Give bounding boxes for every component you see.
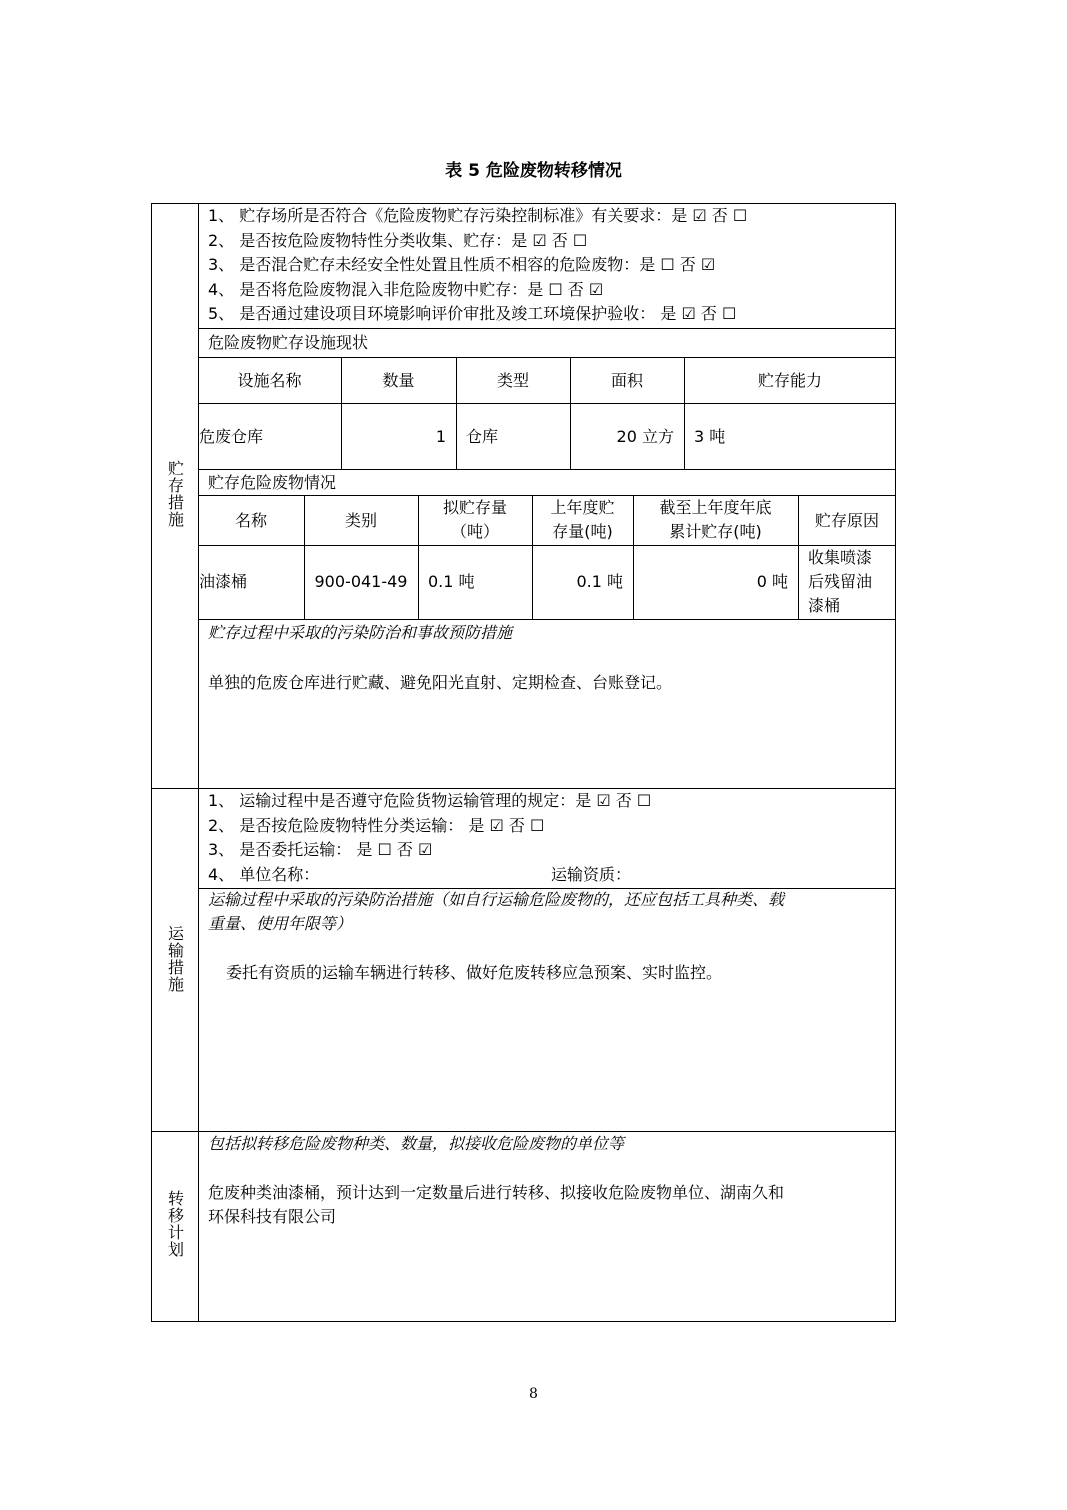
transport-section-label: 运输措施: [167, 924, 184, 994]
storage-check-5: 5、 是否通过建设项目环境影响评价审批及竣工环境保护验收： 是 ☑ 否 ☐: [208, 304, 737, 323]
storage-measures-heading: 贮存过程中采取的污染防治和事故预防措施: [208, 623, 513, 642]
transport-measures-heading-1: 运输过程中采取的污染防治措施（如自行运输危险废物的，还应包括工具种类、载: [208, 890, 785, 909]
waste-cell-reason-3: 漆桶: [808, 596, 841, 615]
waste-header-lastyear-1: 上年度贮: [550, 498, 615, 517]
facility-header-name: 设施名称: [237, 371, 302, 390]
waste-header-reason: 贮存原因: [814, 511, 879, 530]
waste-cell-name: 油漆桶: [199, 572, 248, 591]
facility-header-capacity: 贮存能力: [757, 371, 822, 390]
waste-header-lastyear-2: 存量(吨): [552, 522, 613, 541]
storage-section-label: 贮存措施: [167, 459, 184, 529]
storage-measures-text: 单独的危废仓库进行贮藏、避免阳光直射、定期检查、台账登记。: [208, 673, 673, 692]
page-number: 8: [529, 1386, 538, 1402]
waste-header-planned-1: 拟贮存量: [442, 498, 507, 517]
transfer-section-label: 转移计划: [167, 1189, 184, 1259]
facility-cell-name: 危废仓库: [199, 427, 264, 446]
transport-qualification: 运输资质：: [551, 865, 632, 884]
facility-header-quantity: 数量: [382, 371, 415, 390]
transport-unit-name: 4、 单位名称：: [208, 865, 320, 884]
waste-cell-planned: 0.1 吨: [428, 572, 475, 591]
transport-check-1: 1、 运输过程中是否遵守危险货物运输管理的规定：是 ☑ 否 ☐: [208, 791, 652, 810]
facility-header-type: 类型: [496, 371, 529, 390]
storage-check-2: 2、 是否按危险废物特性分类收集、贮存：是 ☑ 否 ☐: [208, 231, 588, 250]
waste-header-cumulative-2: 累计贮存(吨): [669, 522, 762, 541]
storage-check-1: 1、 贮存场所是否符合《危险废物贮存污染控制标准》有关要求：是 ☑ 否 ☐: [208, 206, 748, 225]
storage-check-4: 4、 是否将危险废物混入非危险废物中贮存：是 ☐ 否 ☑: [208, 280, 604, 299]
waste-cell-reason-1: 收集喷漆: [808, 548, 873, 567]
waste-cell-category: 900-041-49: [314, 572, 408, 591]
transport-measures-text: 委托有资质的运输车辆进行转移、做好危废转移应急预案、实时监控。: [226, 963, 723, 982]
waste-cell-lastyear: 0.1 吨: [576, 572, 623, 591]
facility-heading: 危险废物贮存设施现状: [208, 333, 369, 352]
waste-header-cumulative-1: 截至上年度年底: [659, 498, 772, 517]
facility-header-area: 面积: [610, 371, 643, 390]
facility-cell-quantity: 1: [435, 427, 446, 446]
facility-cell-capacity: 3 吨: [694, 427, 726, 446]
waste-header-category: 类别: [344, 511, 377, 530]
page-title: 表 5 危险废物转移情况: [445, 161, 622, 181]
waste-header-planned-2: （吨）: [450, 522, 499, 541]
transport-check-2: 2、 是否按危险废物特性分类运输： 是 ☑ 否 ☐: [208, 816, 545, 835]
facility-cell-type: 仓库: [466, 427, 499, 446]
transport-measures-heading-2: 重量、使用年限等）: [208, 914, 353, 933]
transfer-text-line-1: 危废种类油漆桶，预计达到一定数量后进行转移、拟接收危险废物单位、湖南久和: [208, 1183, 785, 1202]
facility-cell-area: 20 立方: [616, 427, 674, 446]
waste-header-name: 名称: [234, 511, 267, 530]
waste-heading: 贮存危险废物情况: [208, 473, 337, 492]
transport-check-3: 3、 是否委托运输： 是 ☐ 否 ☑: [208, 840, 433, 859]
storage-check-3: 3、 是否混合贮存未经安全性处置且性质不相容的危险废物：是 ☐ 否 ☑: [208, 255, 716, 274]
transfer-heading: 包括拟转移危险废物种类、数量，拟接收危险废物的单位等: [208, 1134, 625, 1153]
waste-cell-reason-2: 后残留油: [808, 572, 873, 591]
waste-cell-cumulative: 0 吨: [756, 572, 788, 591]
transfer-text-line-2: 环保科技有限公司: [208, 1207, 337, 1226]
